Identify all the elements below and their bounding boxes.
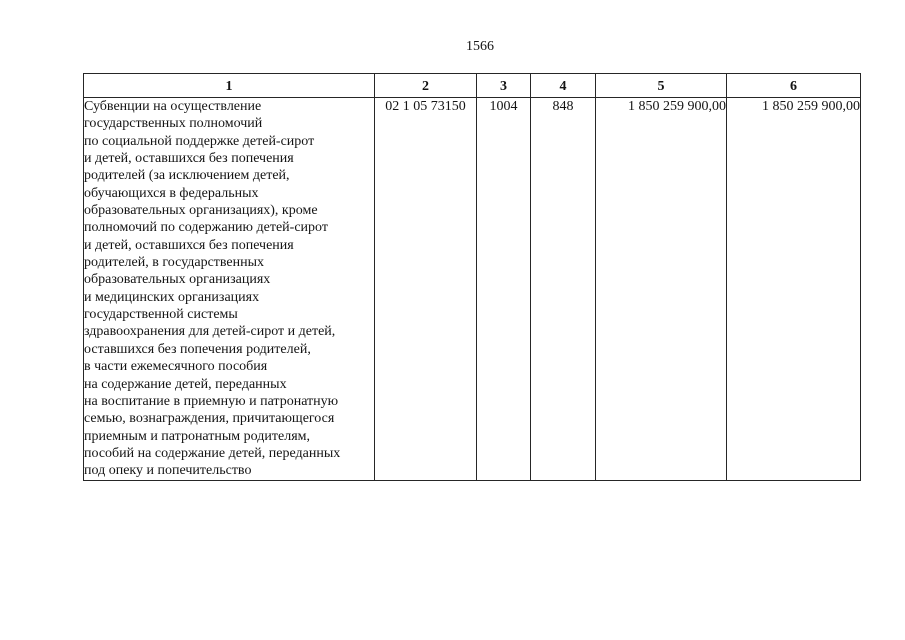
column-header-1: 1 bbox=[84, 74, 375, 98]
amount-column-5: 1 850 259 900,00 bbox=[596, 98, 727, 481]
column-header-2: 2 bbox=[375, 74, 477, 98]
table-header-row bbox=[84, 74, 861, 98]
amount-column-6: 1 850 259 900,00 bbox=[727, 98, 861, 481]
expense-description: Субвенции на осуществление государственных полномочий по социальной поддержке детей-сирот и детей, оставшихся без попечения родителей (за исключением детей, обучающихся в федеральных образовательных организациях), кроме полномочий по содержанию детей-сирот и детей, оставшихся без попечения родителей, в государственных образовательных организациях и медицинских организациях государственной системы здравоохранения для детей-сирот и детей, оставшихся без попечения родителей, в части ежемесячного пособия на содержание детей, переданных на воспитание в приемную и патронатную семью, вознаграждения, причитающегося приемным и патронатным родителям, пособий на содержание детей, переданных под опеку и попечительство bbox=[84, 98, 375, 481]
table-row bbox=[84, 98, 861, 481]
budget-table bbox=[83, 73, 861, 481]
column-header-4: 4 bbox=[531, 74, 596, 98]
column-header-5: 5 bbox=[596, 74, 727, 98]
expense-type-code: 848 bbox=[531, 98, 596, 481]
column-header-3: 3 bbox=[477, 74, 531, 98]
section-code: 1004 bbox=[477, 98, 531, 481]
classification-code: 02 1 05 73150 bbox=[375, 98, 477, 481]
page-number: 1566 bbox=[466, 39, 494, 54]
column-header-6: 6 bbox=[727, 74, 861, 98]
